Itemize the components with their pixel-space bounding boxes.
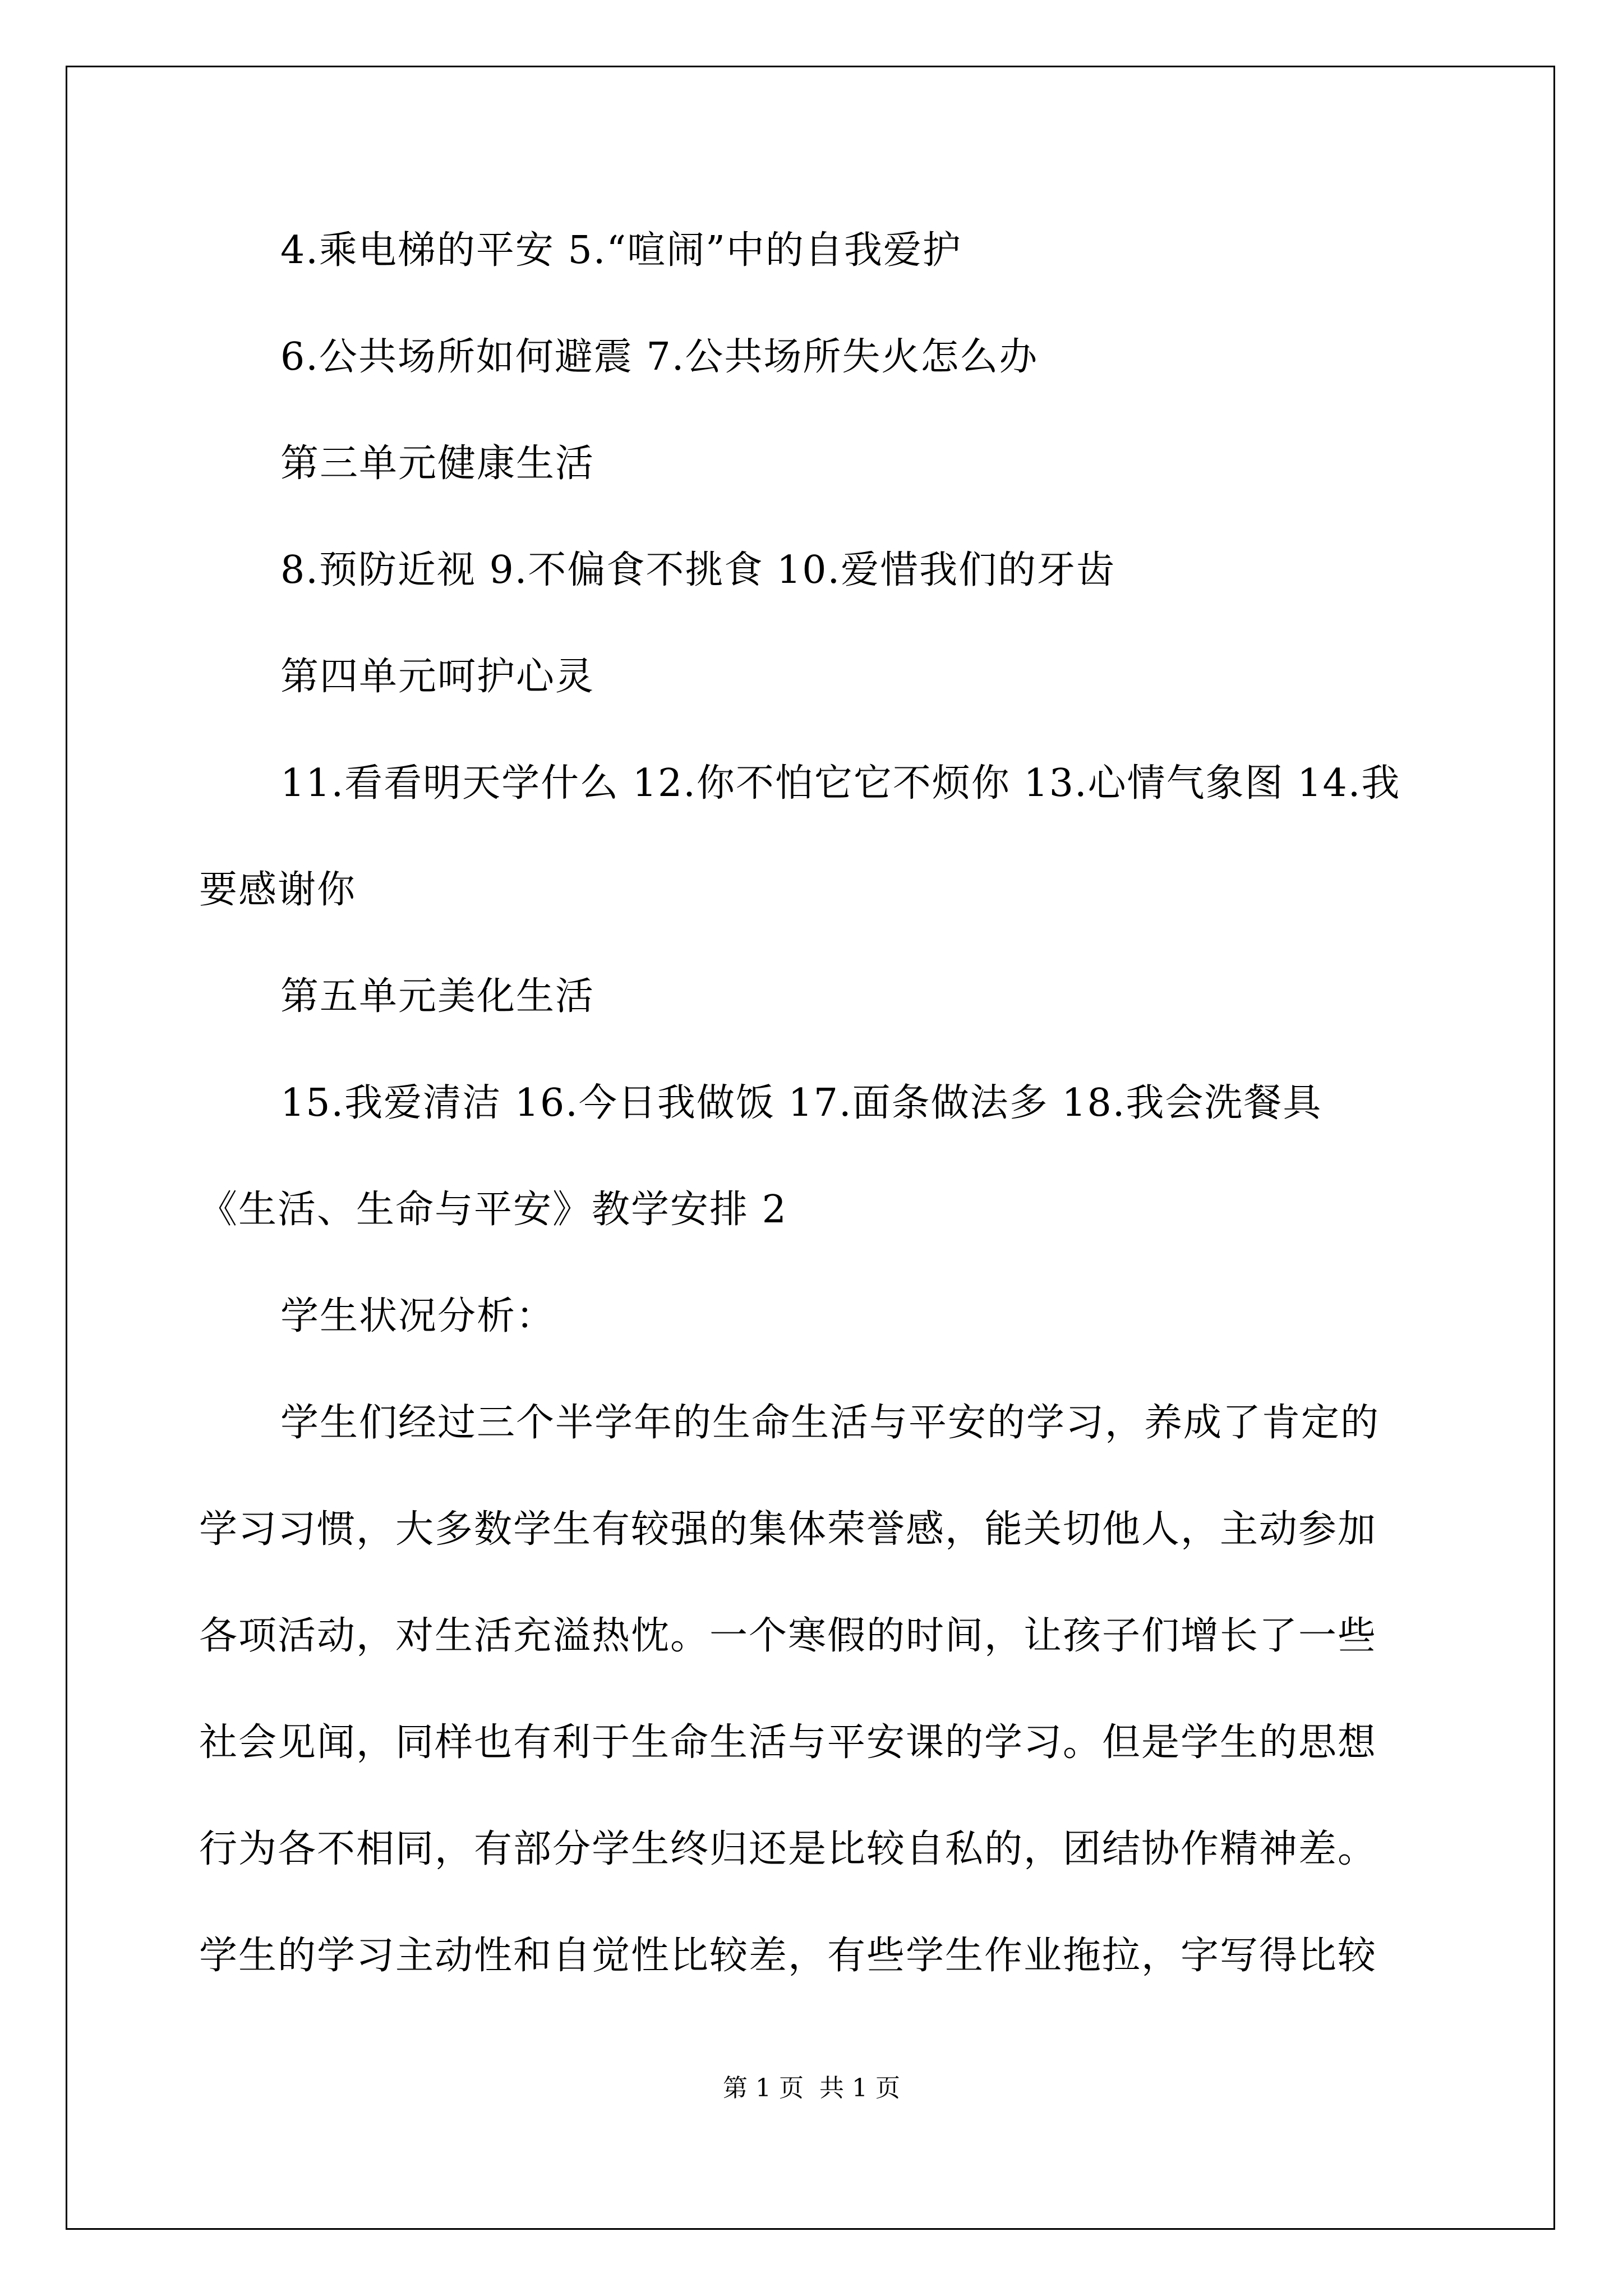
paragraph-line: 学生们经过三个半学年的生命生活与平安的学习，养成了肯定的 (280, 1401, 1380, 1445)
paragraph-line: 学习习惯，大多数学生有较强的集体荣誉感，能关切他人，主动参加 (199, 1507, 1377, 1552)
text-line: 15.我爱清洁 16.今日我做饭 17.面条做法多 18.我会洗餐具 (280, 1081, 1322, 1125)
paragraph-line: 行为各不相同，有部分学生终归还是比较自私的，团结协作精神差。 (199, 1827, 1377, 1871)
document-title: 《生活、生命与平安》教学安排 2 (199, 1188, 787, 1232)
section-heading: 第五单元美化生活 (280, 974, 595, 1019)
text-line: 6.公共场所如何避震 7.公共场所失火怎么办 (280, 335, 1039, 379)
text-line: 4.乘电梯的平安 5.“喧闹”中的自我爱护 (280, 228, 962, 273)
page-frame (66, 66, 1555, 2230)
paragraph-line: 社会见闻，同样也有利于生命生活与平安课的学习。但是学生的思想 (199, 1720, 1377, 1765)
text-line: 8.预防近视 9.不偏食不挑食 10.爱惜我们的牙齿 (280, 548, 1116, 592)
page-total: 共 1 页 (819, 2074, 900, 2102)
paragraph-line: 各项活动，对生活充溢热忱。一个寒假的时间，让孩子们增长了一些 (199, 1614, 1377, 1658)
page-number: 第 1 页 (723, 2074, 804, 2102)
section-heading: 第四单元呵护心灵 (280, 655, 595, 699)
paragraph-line: 学生的学习主动性和自觉性比较差，有些学生作业拖拉，字写得比较 (199, 1934, 1377, 1978)
section-heading: 学生状况分析： (280, 1294, 556, 1338)
text-line: 要感谢你 (199, 868, 357, 912)
page-footer (0, 2073, 1623, 2104)
text-line: 11.看看明天学什么 12.你不怕它它不烦你 13.心情气象图 14.我 (280, 761, 1401, 806)
section-heading: 第三单元健康生活 (280, 441, 595, 486)
